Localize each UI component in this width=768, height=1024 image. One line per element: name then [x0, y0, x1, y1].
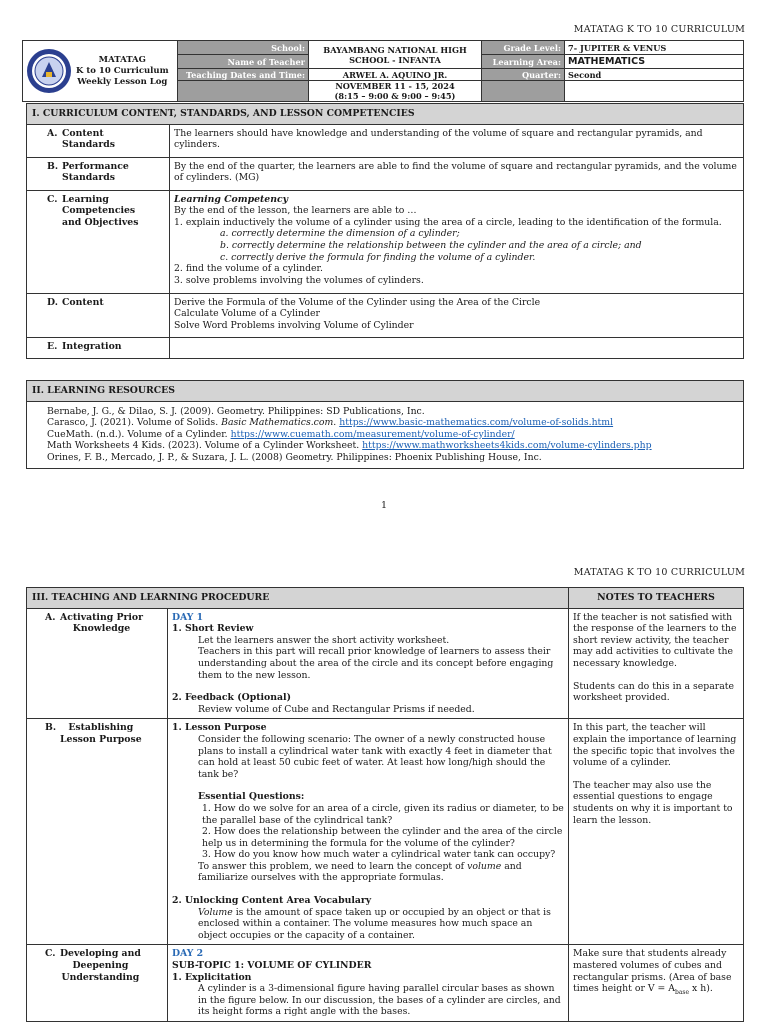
resources-list: Bernabe, J. G., & Dilao, S. J. (2009). Geometry. Philippines: SD Publications, Inc. Carasco, J. (2021). Volume of Solids. Basic Mathematics.com. https://www.basic-mathematics.com/volume-of-solids.html CueMath. (n.d.). Volume of a Cylinder. https://www.cuemath.com/measurement/volume-of-cylinder/ Math Worksheets 4 Kids. (2023). Volume of a Cylinder Worksheet. https://www.mathworksheets4kids.com/volume-cylinders.php Orines, F. B., Mercado, J. P., & Suzara, J. L. (2008) Geometry. Philippines: Phoenix Publishing House, Inc. [27, 401, 744, 468]
quarter-value: Second [565, 69, 744, 81]
dates-label: Teaching Dates and Time: [178, 69, 309, 81]
section-title: I. CURRICULUM CONTENT, STANDARDS, AND LESSON COMPETENCIES [27, 104, 744, 125]
deped-seal-icon [26, 48, 72, 94]
logo-cell [23, 41, 178, 102]
establishing-purpose-text: 1. Lesson Purpose Consider the following scenario: The owner of a newly constructed house plans to install a cylindrical water tank with exactly 4 feet in diameter that can hold at least 50 cubic feet of water. At least how long/high should the tank be? Essential Questions: 1. How do we solve for an area of a circle, given its radius or diameter, to be the parallel base of the cylindrical tank? 2. How does the relationship between the cylinder and the area of the circle help us in determining the formula for the volume of the cylinder? 3. How do you know how much water a cylindrical water tank can occupy? To answer this problem, we need to learn the concept of volume and familiarize ourselves with the appropriate formulas. 2. Unlocking Content Area Vocabulary Volume is the amount of space taken up or occupied by an object or that is enclosed within a container. The volume measures how much space an object occupies or the capacity of a container. [168, 719, 569, 945]
teacher-value: ARWEL A. AQUINO JR. [309, 69, 482, 81]
school-value: BAYAMBANG NATIONAL HIGH SCHOOL - INFANTA [309, 41, 482, 69]
learning-resources-section [26, 380, 744, 469]
competencies-text: Learning Competency By the end of the lesson, the learners are able to … 1. explain inductively the volume of a cylinder using the area of a circle, leading to the identification of the formula. a. correctly determine the dimension of a cylinder; b. correctly determine the relationship between the cylinder and the area of a circle; and c. correctly derive the formula for finding the volume of a cylinder. 2. find the volume of a cylinder. 3. solve problems involving the volumes of cylinders. [170, 190, 744, 293]
school-label: School: [178, 41, 309, 55]
activating-knowledge-text: DAY 1 1. Short Review Let the learners answer the short activity worksheet. Teachers in this part will recall prior knowledge of learners to assess their understanding about the area of the circle and its concept before engaging them to the new lesson. 2. Feedback (Optional) Review volume of Cube and Rectangular Prisms if needed. [168, 608, 569, 719]
procedure-title: III. TEACHING AND LEARNING PROCEDURE [27, 588, 569, 609]
grade-level-label: Grade Level: [482, 41, 565, 55]
notes-title: NOTES TO TEACHERS [569, 588, 744, 609]
logo-title: MATATAG [98, 54, 146, 65]
running-header: MATATAG K TO 10 CURRICULUM [573, 24, 745, 35]
resources-title: II. LEARNING RESOURCES [27, 381, 744, 402]
learning-area-value: MATHEMATICS [565, 55, 744, 69]
notes-activating: If the teacher is not satisfied with the response of the learners to the short review activity, the teacher may add activities to cultivate the necessary knowledge. Students can do this in a separate worksheet provided. [569, 608, 744, 719]
resource-link[interactable]: https://www.mathworksheets4kids.com/volume-cylinders.php [362, 440, 652, 452]
integration-label: E. Integration [27, 337, 170, 358]
competency-item-1: 1. explain inductively the volume of a cylinder using the area of a circle, leading to the identification of the formula. [174, 216, 722, 228]
teacher-label: Name of Teacher [178, 55, 309, 69]
content-standards-label: A. Content Standards [27, 124, 170, 157]
competency-item-3: 3. solve problems involving the volumes of cylinders. [174, 274, 424, 286]
resource-link[interactable]: https://www.cuemath.com/measurement/volume-of-cylinder/ [230, 428, 515, 440]
content-standards-text: The learners should have knowledge and understanding of the volume of square and rectangular pyramids, and cylinders. [170, 124, 744, 157]
page-number: 1 [381, 500, 388, 511]
resource-link[interactable]: https://www.basic-mathematics.com/volume-of-solids.html [339, 417, 614, 429]
notes-developing: Make sure that students already mastered volumes of cubes and rectangular prisms. (Area of base times height or $V = A_{base}$ x h). [569, 945, 744, 1022]
logo-subtitle: K to 10 Curriculum [76, 65, 169, 76]
developing-understanding-label: C. Developing and Deepening Understanding [27, 945, 168, 1022]
establishing-purpose-label: B. Establishing Lesson Purpose [27, 719, 168, 945]
performance-standards-text: By the end of the quarter, the learners are able to find the volume of square and rectangular pyramids, and the volume of cylinders. (MG) [170, 157, 744, 190]
content-text: Derive the Formula of the Volume of the Cylinder using the Area of the Circle Calculate Volume of a Cylinder Solve Word Problems involving Volume of Cylinder [170, 293, 744, 337]
competencies-label: C. Learning Competencies and Objectives [27, 190, 170, 293]
day-label: DAY 2 [172, 948, 204, 960]
notes-establishing: In this part, the teacher will explain the importance of learning the specific topic that involves the volume of a cylinder. The teacher may also use the essential questions to engage students on why it is important to learn the lesson. [569, 719, 744, 945]
content-label: D. Content [27, 293, 170, 337]
activating-knowledge-label: A. Activating Prior Knowledge [27, 608, 168, 719]
competency-item-2: 2. find the volume of a cylinder. [174, 263, 323, 275]
competency-heading: Learning Competency [174, 193, 289, 205]
running-header: MATATAG K TO 10 CURRICULUM [573, 567, 745, 578]
grade-level-value: 7- JUPITER & VENUS [565, 41, 744, 55]
learning-area-label: Learning Area: [482, 55, 565, 69]
dates-value: NOVEMBER 11 - 15, 2024 (8:15 – 9:00 & 9:00 – 9:45) [309, 81, 482, 102]
day-label: DAY 1 [172, 611, 204, 623]
performance-standards-label: B. Performance Standards [27, 157, 170, 190]
lesson-log-header [22, 40, 744, 102]
developing-understanding-text: DAY 2 SUB-TOPIC 1: VOLUME OF CYLINDER 1. Explicitation A cylinder is a 3-dimensional figure having parallel circular bases as shown in the figure below. In our discussion, the bases of a cylinder are circles, and its height forms a right angle with the bases. [168, 945, 569, 1022]
quarter-label: Quarter: [482, 69, 565, 81]
curriculum-content-section [26, 103, 744, 359]
logo-subtitle-2: Weekly Lesson Log [77, 76, 168, 87]
teaching-procedure-section [26, 587, 744, 1022]
integration-text [170, 337, 744, 358]
